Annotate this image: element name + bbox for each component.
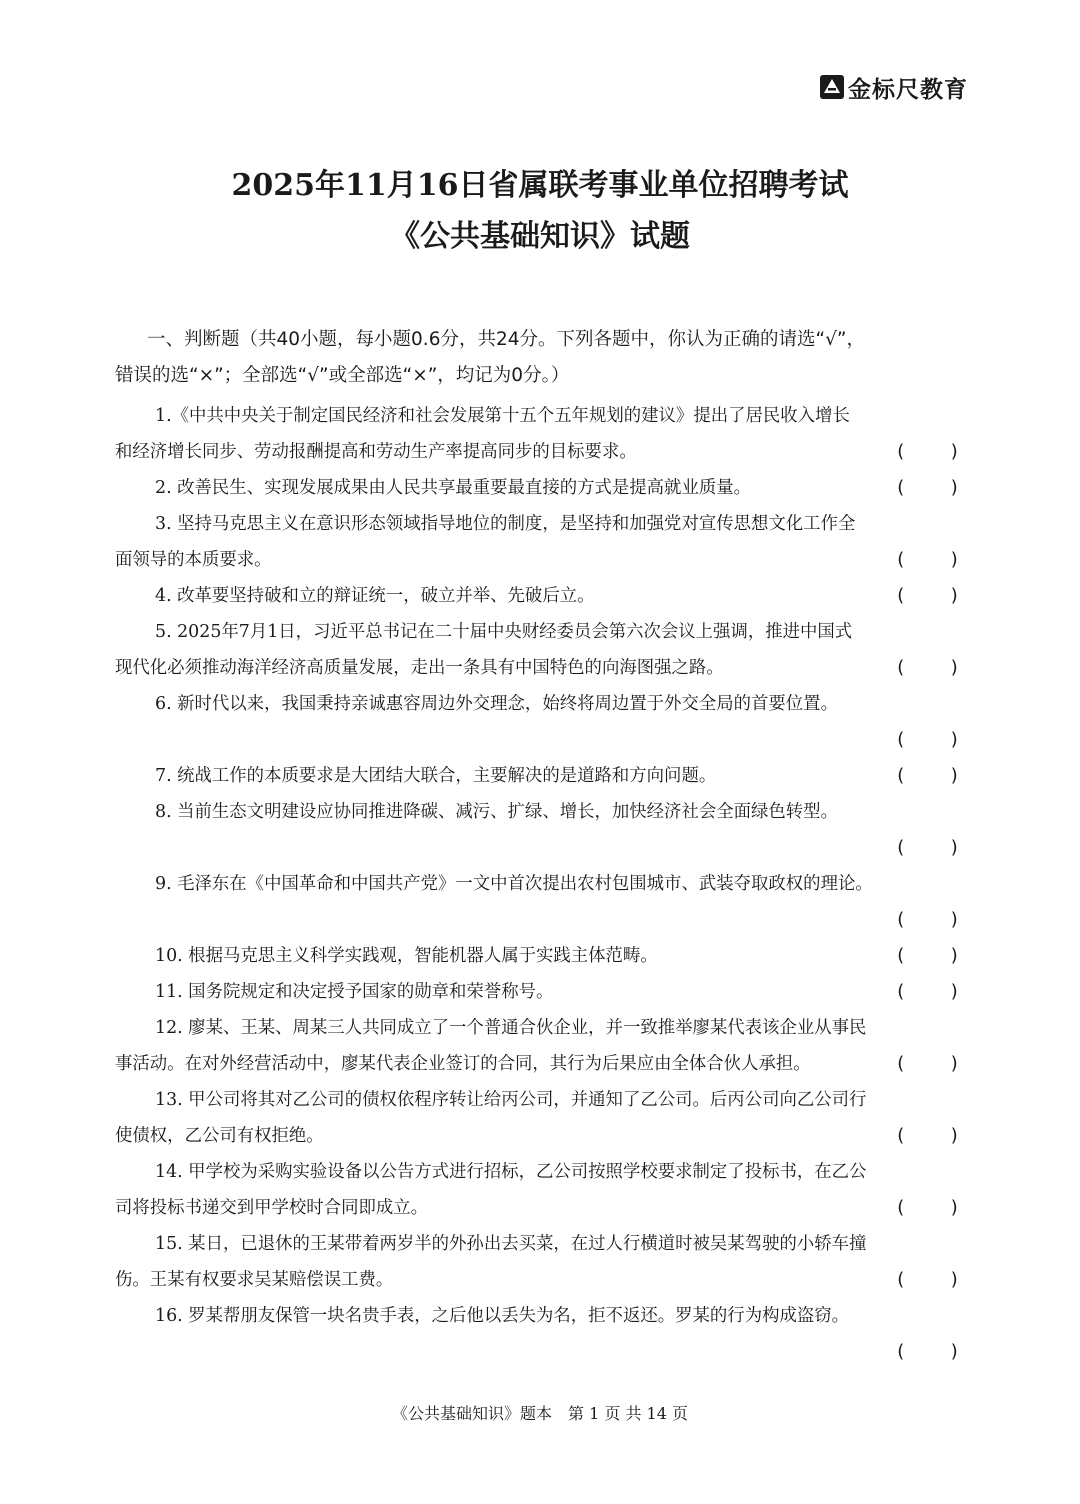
exam-subtitle: 《公共基础知识》试题: [390, 219, 690, 254]
question-text: 7. 统战工作的本质要求是大团结大联合，主要解决的是道路和方向问题。: [155, 766, 717, 786]
answer-blank[interactable]: ( ): [894, 1269, 960, 1290]
question-text: 13. 甲公司将其对乙公司的债权依程序转让给丙公司，并通知了乙公司。后丙公司向乙公司行: [155, 1090, 867, 1110]
question-item: [115, 1010, 970, 1082]
answer-blank[interactable]: ( ): [894, 549, 960, 570]
answer-blank[interactable]: ( ): [894, 837, 960, 858]
page-footer: 《公共基础知识》题本 第 1 页 共 14 页: [392, 1404, 688, 1423]
question-text: 9. 毛泽东在《中国革命和中国共产党》一文中首次提出农村包围城市、武装夺取政权的理论。: [155, 874, 873, 894]
question-text: 3. 坚持马克思主义在意识形态领域指导地位的制度，是坚持和加强党对宣传思想文化工作全: [155, 514, 856, 534]
answer-blank[interactable]: ( ): [894, 585, 960, 606]
answer-blank[interactable]: ( ): [894, 1125, 960, 1146]
question-item: [115, 470, 970, 506]
question-item: [115, 506, 970, 578]
question-text: 8. 当前生态文明建设应协同推进降碳、减污、扩绿、增长，加快经济社会全面绿色转型。: [155, 802, 838, 822]
answer-blank[interactable]: ( ): [894, 657, 960, 678]
question-item: [115, 1226, 970, 1298]
question-item: [115, 614, 970, 686]
question-item: [115, 758, 970, 794]
answer-blank[interactable]: ( ): [894, 1341, 960, 1362]
question-list: [115, 398, 970, 1370]
question-item: [115, 1298, 970, 1370]
question-text: 6. 新时代以来，我国秉持亲诚惠容周边外交理念，始终将周边置于外交全局的首要位置。: [155, 694, 838, 714]
question-item: [115, 1154, 970, 1226]
question-item: [115, 578, 970, 614]
question-text: 12. 廖某、王某、周某三人共同成立了一个普通合伙企业，并一致推举廖某代表该企业从事民: [155, 1018, 867, 1038]
question-item: [115, 686, 970, 758]
question-text-cont: 事活动。在对外经营活动中，廖某代表企业签订的合同，其行为后果应由全体合伙人承担。: [115, 1054, 811, 1074]
logo-mark-icon: [820, 75, 844, 99]
answer-blank[interactable]: ( ): [894, 765, 960, 786]
question-text: 16. 罗某帮朋友保管一块名贵手表，之后他以丢失为名，拒不返还。罗某的行为构成盗窃。: [155, 1306, 850, 1326]
logo-text: 金标尺教育: [848, 76, 968, 103]
answer-blank[interactable]: ( ): [894, 1053, 960, 1074]
question-text-cont: 伤。王某有权要求吴某赔偿误工费。: [115, 1270, 394, 1290]
question-text-cont: 和经济增长同步、劳动报酬提高和劳动生产率提高同步的目标要求。: [115, 442, 637, 462]
instruction-line-1: 一、判断题（共40小题，每小题0.6分，共24分。下列各题中，你认为正确的请选“√”，: [147, 329, 865, 350]
answer-blank[interactable]: ( ): [894, 729, 960, 750]
question-item: [115, 866, 970, 938]
brand-logo: [820, 72, 968, 102]
question-text: 11. 国务院规定和决定授予国家的勋章和荣誉称号。: [155, 982, 554, 1002]
question-text: 1.《中共中央关于制定国民经济和社会发展第十五个五年规划的建议》提出了居民收入增长: [155, 406, 850, 426]
question-item: [115, 398, 970, 470]
question-text: 5. 2025年7月1日，习近平总书记在二十届中央财经委员会第六次会议上强调，推进中国式: [155, 622, 853, 642]
question-text-cont: 现代化必须推动海洋经济高质量发展，走出一条具有中国特色的向海图强之路。: [115, 658, 724, 678]
question-item: [115, 1082, 970, 1154]
question-text: 10. 根据马克思主义科学实践观，智能机器人属于实践主体范畴。: [155, 946, 658, 966]
instruction-line-2: 错误的选“×”；全部选“√”或全部选“×”，均记为0分。）: [115, 365, 570, 386]
exam-title: 2025年11月16日省属联考事业单位招聘考试: [231, 168, 849, 203]
answer-blank[interactable]: ( ): [894, 477, 960, 498]
question-item: [115, 974, 970, 1010]
question-text-cont: 司将投标书递交到甲学校时合同即成立。: [115, 1198, 429, 1218]
question-text-cont: 面领导的本质要求。: [115, 550, 272, 570]
question-text: 15. 某日，已退休的王某带着两岁半的外孙出去买菜，在过人行横道时被吴某驾驶的小轿车撞: [155, 1234, 867, 1254]
answer-blank[interactable]: ( ): [894, 1197, 960, 1218]
answer-blank[interactable]: ( ): [894, 909, 960, 930]
answer-blank[interactable]: ( ): [894, 441, 960, 462]
answer-blank[interactable]: ( ): [894, 981, 960, 1002]
question-text-cont: 使债权，乙公司有权拒绝。: [115, 1126, 324, 1146]
question-item: [115, 938, 970, 974]
answer-blank[interactable]: ( ): [894, 945, 960, 966]
question-text: 14. 甲学校为采购实验设备以公告方式进行招标，乙公司按照学校要求制定了投标书，在乙公: [155, 1162, 867, 1182]
question-item: [115, 794, 970, 866]
section-instructions: [115, 322, 970, 394]
question-text: 2. 改善民生、实现发展成果由人民共享最重要最直接的方式是提高就业质量。: [155, 478, 752, 498]
question-text: 4. 改革要坚持破和立的辩证统一，破立并举、先破后立。: [155, 586, 595, 606]
